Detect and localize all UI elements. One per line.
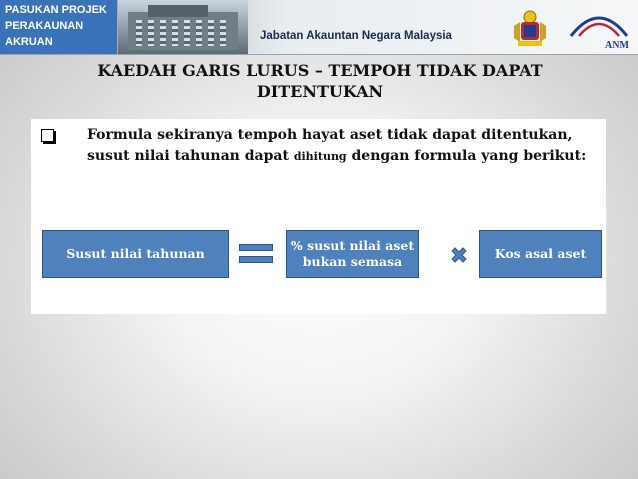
project-label bbox=[0, 0, 117, 54]
content-panel bbox=[31, 119, 606, 314]
checkbox-bullet-icon bbox=[41, 129, 54, 142]
logo-text: ANM bbox=[605, 40, 629, 50]
header-banner bbox=[0, 0, 638, 55]
building-photo bbox=[118, 0, 248, 54]
project-label-line: PASUKAN PROJEK bbox=[5, 4, 107, 16]
agency-name: Jabatan Akauntan Negara Malaysia bbox=[260, 30, 452, 42]
coat-of-arms-icon bbox=[510, 8, 550, 48]
slide-title bbox=[60, 60, 580, 102]
bullet-text bbox=[87, 125, 597, 167]
anm-logo-icon bbox=[565, 6, 633, 50]
formula-box-line: bukan semasa bbox=[302, 254, 403, 269]
formula-box-line: % susut nilai aset bbox=[290, 238, 415, 253]
formula-box-depreciation-rate bbox=[286, 230, 419, 278]
project-label-line: PERAKAUNAN bbox=[5, 20, 84, 32]
bullet-text-small: dihitung bbox=[293, 150, 347, 163]
multiply-icon bbox=[449, 245, 469, 265]
bullet-text-part: Formula sekiranya tempoh hayat aset tidak dapat ditentukan, susut nilai tahunan dapat bbox=[87, 127, 573, 164]
formula-box-annual-depreciation: Susut nilai tahunan bbox=[42, 230, 229, 278]
project-label-line: AKRUAN bbox=[5, 36, 53, 48]
slide-title-line: KAEDAH GARIS LURUS – TEMPOH TIDAK DAPAT bbox=[97, 61, 543, 80]
bullet-text-part: dengan formula yang berikut: bbox=[346, 148, 587, 164]
equals-icon bbox=[239, 242, 273, 268]
slide-title-line: DITENTUKAN bbox=[256, 82, 384, 101]
formula-box-original-cost: Kos asal aset bbox=[479, 230, 602, 278]
